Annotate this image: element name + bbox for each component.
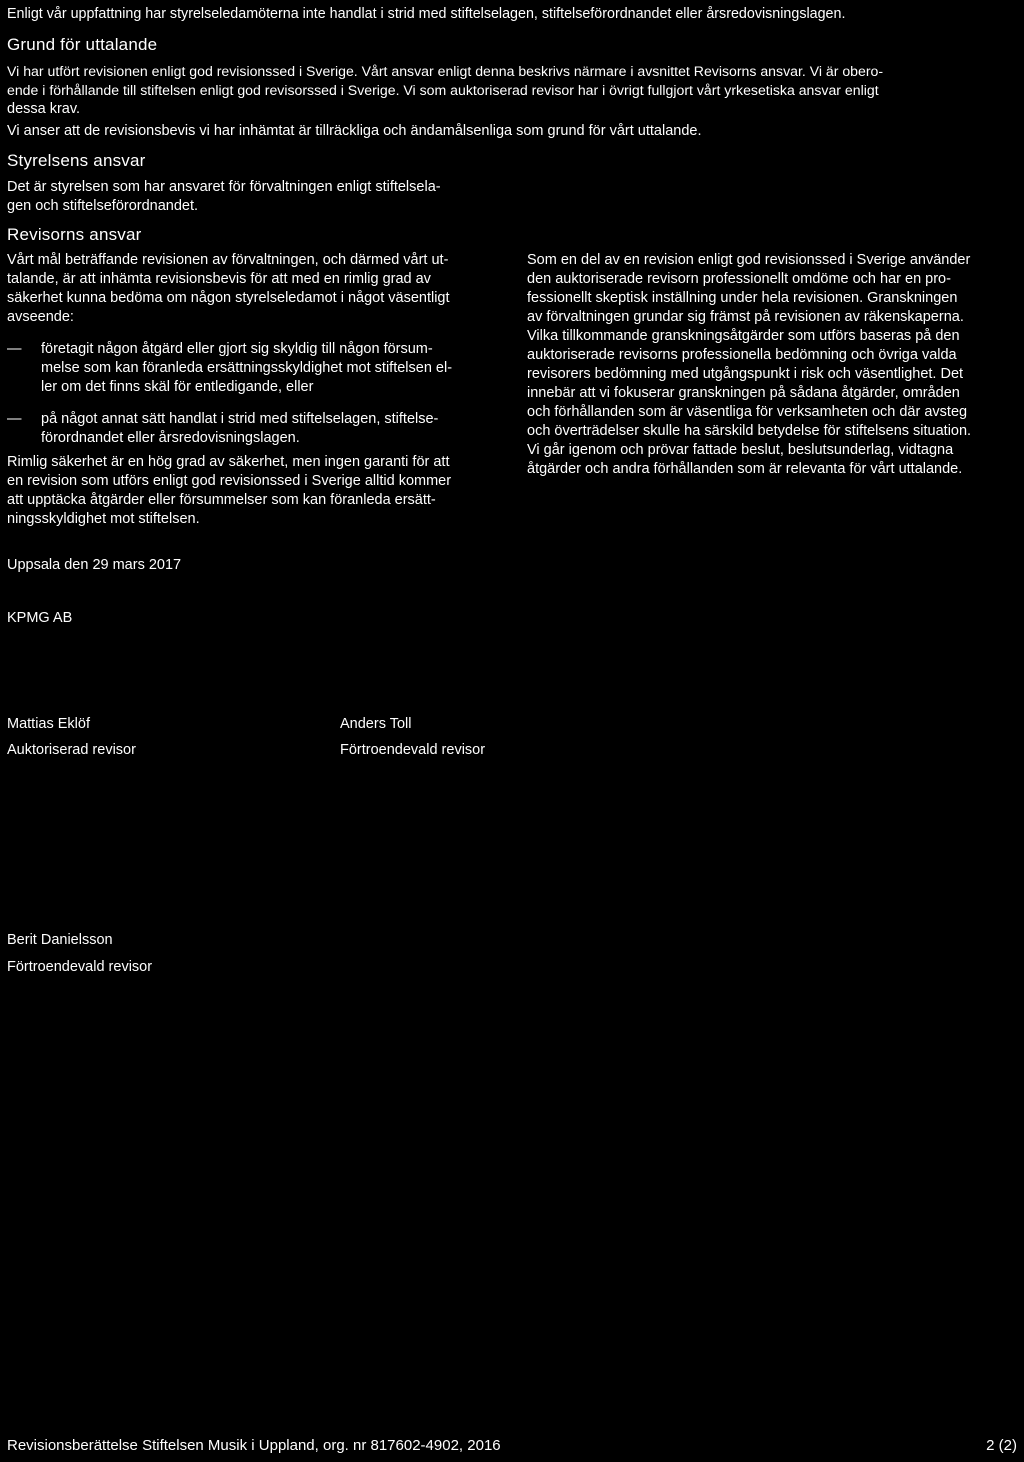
right-p-line: Vi går igenom och prövar fattade beslut, beslutsunderlag, vidtagna (527, 442, 954, 458)
dash-bullet: — (7, 411, 22, 427)
bullet-2-line: på något annat sätt handlat i strid med stiftelselagen, stiftelse- (41, 411, 439, 427)
intro-text: Enligt vår uppfattning har styrelseledamöterna inte handlat i strid med stiftelselagen, stiftelseförordnandet eller årsredovisningslagen. (7, 6, 846, 22)
grund-paragraph-line-3: dessa krav. (7, 101, 81, 117)
bullet-item-1 (41, 340, 452, 397)
signer-name: Anders Toll (340, 716, 412, 732)
bullet-1-line: ler om det finns skäl för entledigande, eller (41, 379, 314, 395)
left-p2-line: ningsskyldighet mot stiftelsen. (7, 511, 200, 527)
revisorn-left-paragraph-1 (7, 251, 450, 327)
bullet-item-2 (41, 410, 438, 448)
left-p1-line: talande, är att inhämta revisionsbevis för att med en rimlig grad av (7, 271, 431, 287)
right-p-line: revisorers bedömning med utgångspunkt i risk och väsentlighet. Det (527, 366, 964, 382)
left-p1-line: avseende: (7, 309, 74, 325)
bullet-1-line: företagit någon åtgärd eller gjort sig skyldig till någon försum- (41, 341, 433, 357)
bullet-2-line: förordnandet eller årsredovisningslagen. (41, 430, 300, 446)
right-p-line: åtgärder och andra förhållanden som är relevanta för vårt uttalande. (527, 461, 963, 477)
bullet-1-line: melse som kan föranleda ersättningsskyldighet mot stiftelsen el- (41, 360, 453, 376)
left-p2-line: Rimlig säkerhet är en hög grad av säkerhet, men ingen garanti för att (7, 454, 450, 470)
right-p-line: Som en del av en revision enligt god revisionssed i Sverige använder (527, 252, 971, 268)
revisorn-left-paragraph-2 (7, 453, 451, 529)
right-p-line: auktoriserade revisorns professionella bedömning och övriga valda (527, 347, 957, 363)
grund-paragraph-line-1: Vi har utfört revisionen enligt god revisionssed i Sverige. Vårt ansvar enligt denna beskrivs närmare i avsnittet Revisorns ansvar. Vi är obero- (7, 63, 884, 79)
right-p-line: och överträdelser skulle ha särskild betydelse för stiftelsens situation. (527, 423, 972, 439)
left-p2-line: en revision som utförs enligt god revisionssed i Sverige alltid kommer (7, 473, 452, 489)
right-p-line: den auktoriserade revisorn professionellt omdöme och har en pro- (527, 271, 951, 287)
firm-name: KPMG AB (7, 610, 73, 626)
grund-heading: Grund för uttalande (7, 35, 158, 54)
left-p2-line: att upptäcka åtgärder eller försummelser som kan föranleda ersätt- (7, 492, 436, 508)
right-p-line: av förvaltningen grundar sig främst på revisionen av räkenskaperna. (527, 309, 964, 325)
revisorn-right-paragraph (527, 251, 1024, 479)
signer-title: Förtroendevald revisor (7, 959, 153, 975)
signer-name: Mattias Eklöf (7, 716, 90, 732)
styrelsen-line-2: gen och stiftelseförordnandet. (7, 198, 199, 214)
revisorn-heading: Revisorns ansvar (7, 225, 142, 244)
right-p-line: och förhållanden som är väsentliga för verksamheten och där avsteg (527, 404, 968, 420)
signer-name: Berit Danielsson (7, 932, 113, 948)
grund-paragraph-line-2: ende i förhållande till stiftelsen enligt god revisorssed i Sverige. Vi som auktoriserad revisor har i övrigt fullgjort vårt yrkesetiska ansvar enligt (7, 82, 879, 98)
right-p-line: innebär att vi fokuserar granskningen på sådana åtgärder, områden (527, 385, 960, 401)
signer-title: Auktoriserad revisor (7, 742, 136, 758)
place-date: Uppsala den 29 mars 2017 (7, 557, 182, 573)
footer-document-title: Revisionsberättelse Stiftelsen Musik i Uppland, org. nr 817602-4902, 2016 (7, 1437, 501, 1454)
styrelsen-line-1: Det är styrelsen som har ansvaret för förvaltningen enligt stiftelsela- (7, 179, 441, 195)
right-p-line: Vilka tillkommande granskningsåtgärder som utförs baseras på den (527, 328, 960, 344)
right-p-line: fessionellt skeptisk inställning under hela revisionen. Granskningen (527, 290, 958, 306)
styrelsen-heading: Styrelsens ansvar (7, 151, 146, 170)
left-p1-line: säkerhet kunna bedöma om någon styrelseledamot i något väsentligt (7, 290, 450, 306)
grund-paragraph-2: Vi anser att de revisionsbevis vi har inhämtat är tillräckliga och ändamålsenliga som grund för vårt uttalande. (7, 123, 702, 139)
left-p1-line: Vårt mål beträffande revisionen av förvaltningen, och därmed vårt ut- (7, 252, 449, 268)
signer-title: Förtroendevald revisor (340, 742, 486, 758)
dash-bullet: — (7, 341, 22, 357)
footer-page-number: 2 (2) (986, 1437, 1017, 1454)
